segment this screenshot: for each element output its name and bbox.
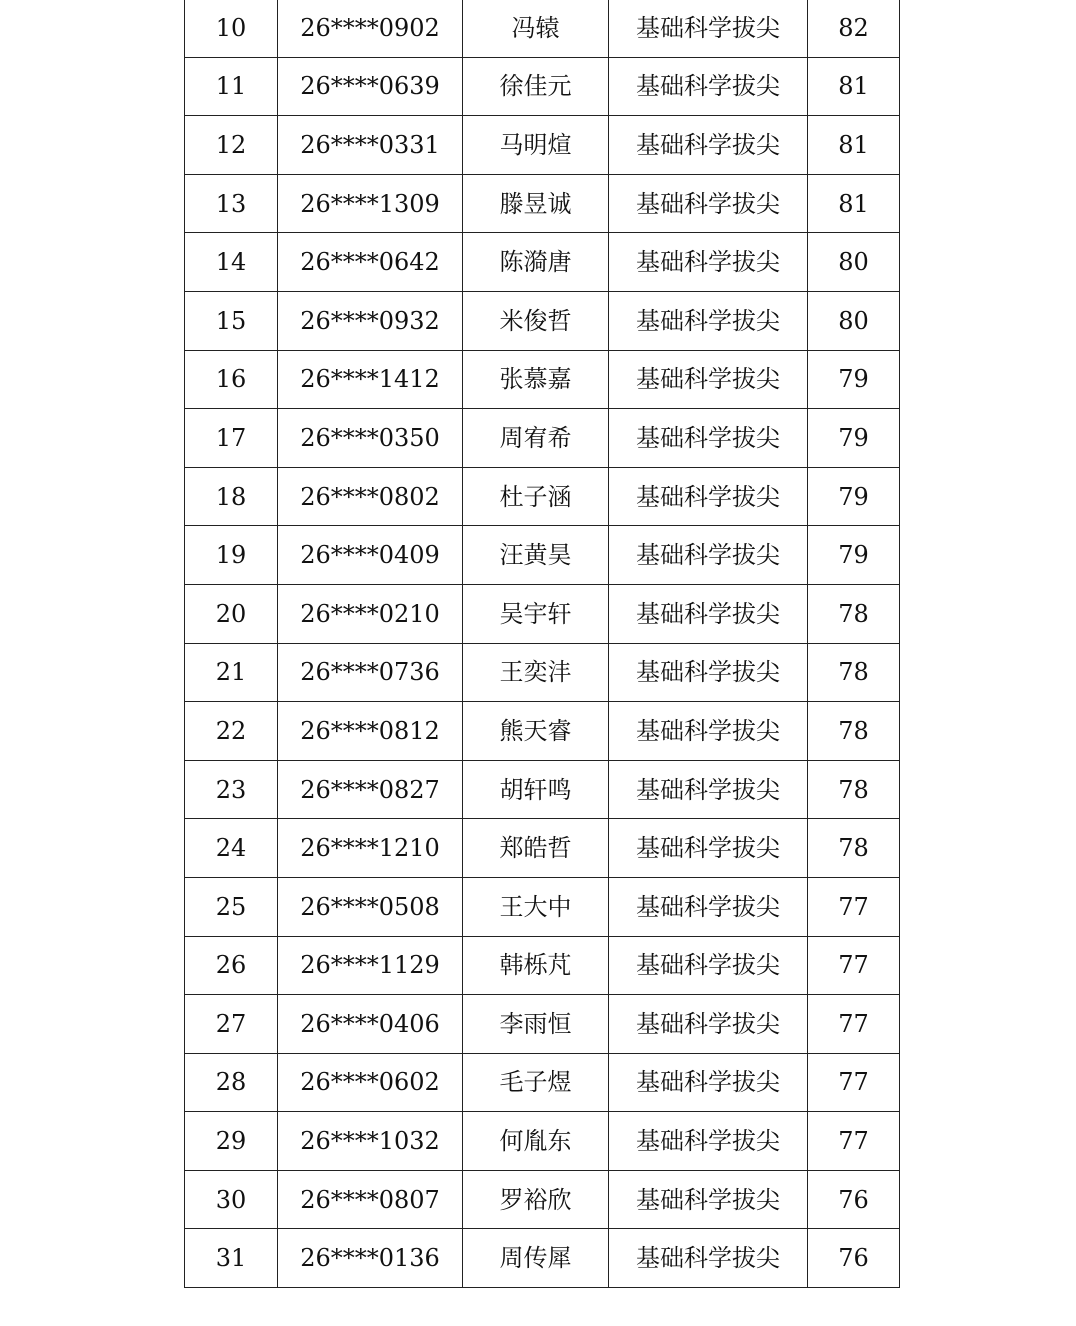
table-row (185, 643, 900, 702)
cell-category: 基础科学拔尖 (609, 0, 808, 57)
cell-serial-number: 13 (185, 174, 278, 233)
cell-student-name: 周宥希 (463, 409, 609, 468)
cell-serial-number: 25 (185, 877, 278, 936)
cell-category: 基础科学拔尖 (609, 467, 808, 526)
cell-student-name: 王奕沣 (463, 643, 609, 702)
cell-category: 基础科学拔尖 (609, 1053, 808, 1112)
cell-exam-id: 26****0136 (278, 1229, 463, 1288)
table-row (185, 1229, 900, 1288)
cell-serial-number: 28 (185, 1053, 278, 1112)
cell-student-name: 王大中 (463, 877, 609, 936)
cell-student-name: 张慕嘉 (463, 350, 609, 409)
cell-score: 81 (808, 57, 900, 116)
cell-score: 78 (808, 584, 900, 643)
cell-exam-id: 26****0932 (278, 291, 463, 350)
cell-category: 基础科学拔尖 (609, 643, 808, 702)
cell-category: 基础科学拔尖 (609, 702, 808, 761)
cell-exam-id: 26****0409 (278, 526, 463, 585)
cell-score: 78 (808, 819, 900, 878)
cell-score: 79 (808, 409, 900, 468)
cell-score: 77 (808, 1053, 900, 1112)
cell-exam-id: 26****0812 (278, 702, 463, 761)
table-body (185, 0, 900, 1288)
cell-serial-number: 15 (185, 291, 278, 350)
table-row (185, 995, 900, 1054)
cell-serial-number: 11 (185, 57, 278, 116)
table-row (185, 1053, 900, 1112)
cell-serial-number: 19 (185, 526, 278, 585)
cell-serial-number: 21 (185, 643, 278, 702)
score-table (184, 0, 900, 1288)
table-row (185, 526, 900, 585)
cell-exam-id: 26****0602 (278, 1053, 463, 1112)
cell-score: 79 (808, 350, 900, 409)
cell-score: 77 (808, 1112, 900, 1171)
cell-serial-number: 14 (185, 233, 278, 292)
cell-exam-id: 26****1309 (278, 174, 463, 233)
cell-student-name: 滕昱诚 (463, 174, 609, 233)
cell-score: 77 (808, 936, 900, 995)
table-row (185, 174, 900, 233)
cell-score: 81 (808, 116, 900, 175)
cell-category: 基础科学拔尖 (609, 1170, 808, 1229)
cell-student-name: 韩栎芃 (463, 936, 609, 995)
cell-student-name: 马明煊 (463, 116, 609, 175)
cell-category: 基础科学拔尖 (609, 1229, 808, 1288)
cell-exam-id: 26****0736 (278, 643, 463, 702)
cell-category: 基础科学拔尖 (609, 819, 808, 878)
cell-score: 78 (808, 702, 900, 761)
table-row (185, 467, 900, 526)
cell-serial-number: 12 (185, 116, 278, 175)
cell-category: 基础科学拔尖 (609, 995, 808, 1054)
cell-category: 基础科学拔尖 (609, 936, 808, 995)
cell-exam-id: 26****0508 (278, 877, 463, 936)
cell-serial-number: 18 (185, 467, 278, 526)
table-row (185, 0, 900, 57)
cell-exam-id: 26****0807 (278, 1170, 463, 1229)
cell-student-name: 周传犀 (463, 1229, 609, 1288)
table-row (185, 291, 900, 350)
cell-category: 基础科学拔尖 (609, 584, 808, 643)
table-row (185, 350, 900, 409)
table-row (185, 1112, 900, 1171)
cell-serial-number: 29 (185, 1112, 278, 1171)
cell-student-name: 李雨恒 (463, 995, 609, 1054)
table-row (185, 760, 900, 819)
cell-score: 77 (808, 995, 900, 1054)
cell-score: 76 (808, 1170, 900, 1229)
cell-serial-number: 24 (185, 819, 278, 878)
cell-score: 82 (808, 0, 900, 57)
cell-score: 79 (808, 526, 900, 585)
cell-exam-id: 26****0802 (278, 467, 463, 526)
cell-student-name: 冯辕 (463, 0, 609, 57)
cell-exam-id: 26****0827 (278, 760, 463, 819)
cell-serial-number: 16 (185, 350, 278, 409)
cell-exam-id: 26****1412 (278, 350, 463, 409)
table-row (185, 877, 900, 936)
table-row (185, 409, 900, 468)
cell-serial-number: 30 (185, 1170, 278, 1229)
table-row (185, 233, 900, 292)
cell-student-name: 熊天睿 (463, 702, 609, 761)
cell-category: 基础科学拔尖 (609, 1112, 808, 1171)
cell-exam-id: 26****0642 (278, 233, 463, 292)
cell-category: 基础科学拔尖 (609, 174, 808, 233)
cell-score: 81 (808, 174, 900, 233)
cell-category: 基础科学拔尖 (609, 409, 808, 468)
table-row (185, 116, 900, 175)
cell-student-name: 毛子煜 (463, 1053, 609, 1112)
cell-serial-number: 10 (185, 0, 278, 57)
cell-category: 基础科学拔尖 (609, 760, 808, 819)
cell-exam-id: 26****1129 (278, 936, 463, 995)
table-row (185, 819, 900, 878)
cell-student-name: 罗裕欣 (463, 1170, 609, 1229)
cell-exam-id: 26****1032 (278, 1112, 463, 1171)
cell-category: 基础科学拔尖 (609, 877, 808, 936)
cell-category: 基础科学拔尖 (609, 350, 808, 409)
cell-serial-number: 23 (185, 760, 278, 819)
cell-serial-number: 22 (185, 702, 278, 761)
cell-student-name: 杜子涵 (463, 467, 609, 526)
table-row (185, 1170, 900, 1229)
cell-student-name: 何胤东 (463, 1112, 609, 1171)
cell-exam-id: 26****1210 (278, 819, 463, 878)
cell-category: 基础科学拔尖 (609, 116, 808, 175)
cell-exam-id: 26****0331 (278, 116, 463, 175)
cell-student-name: 徐佳元 (463, 57, 609, 116)
cell-serial-number: 20 (185, 584, 278, 643)
cell-score: 78 (808, 643, 900, 702)
cell-student-name: 米俊哲 (463, 291, 609, 350)
cell-category: 基础科学拔尖 (609, 233, 808, 292)
cell-score: 79 (808, 467, 900, 526)
cell-score: 77 (808, 877, 900, 936)
cell-category: 基础科学拔尖 (609, 57, 808, 116)
cell-score: 80 (808, 233, 900, 292)
cell-exam-id: 26****0210 (278, 584, 463, 643)
cell-serial-number: 27 (185, 995, 278, 1054)
cell-category: 基础科学拔尖 (609, 291, 808, 350)
cell-serial-number: 17 (185, 409, 278, 468)
cell-serial-number: 26 (185, 936, 278, 995)
cell-student-name: 郑皓哲 (463, 819, 609, 878)
cell-student-name: 汪黄昊 (463, 526, 609, 585)
cell-student-name: 陈漪唐 (463, 233, 609, 292)
cell-serial-number: 31 (185, 1229, 278, 1288)
cell-category: 基础科学拔尖 (609, 526, 808, 585)
table-row (185, 584, 900, 643)
table-row (185, 936, 900, 995)
cell-exam-id: 26****0639 (278, 57, 463, 116)
cell-exam-id: 26****0902 (278, 0, 463, 57)
cell-exam-id: 26****0406 (278, 995, 463, 1054)
cell-score: 76 (808, 1229, 900, 1288)
table-row (185, 57, 900, 116)
cell-student-name: 吴宇轩 (463, 584, 609, 643)
cell-score: 78 (808, 760, 900, 819)
table-row (185, 702, 900, 761)
cell-score: 80 (808, 291, 900, 350)
cell-student-name: 胡轩鸣 (463, 760, 609, 819)
cell-exam-id: 26****0350 (278, 409, 463, 468)
